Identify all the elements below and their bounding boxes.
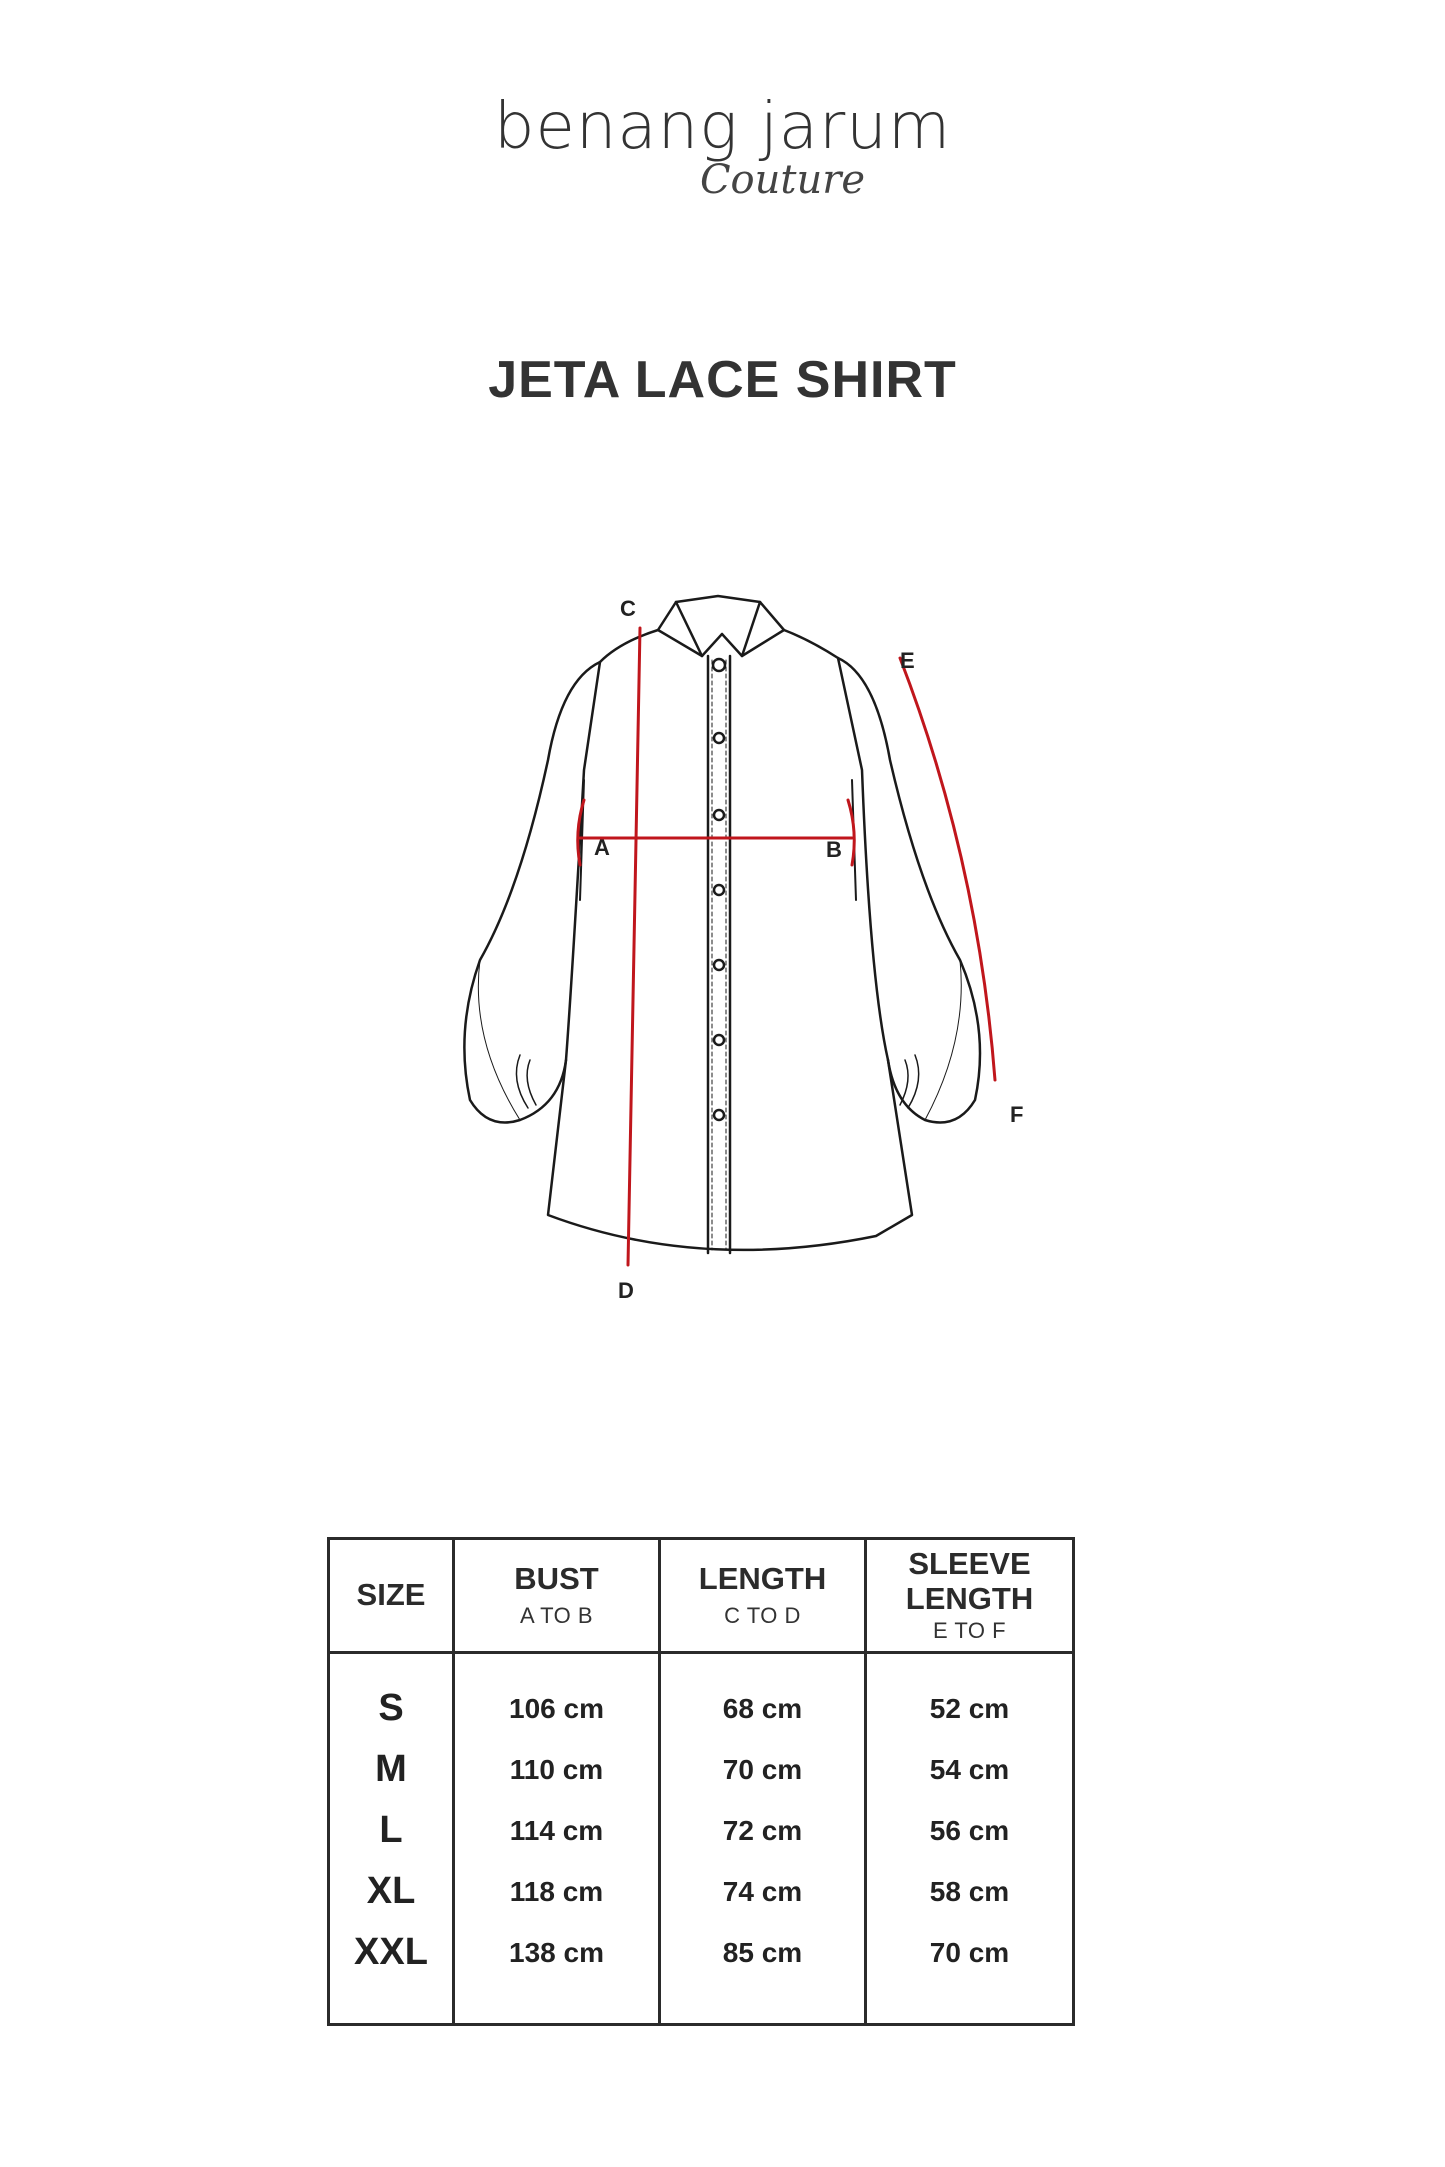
length-cell: 70 cm [660, 1739, 866, 1800]
length-line [628, 628, 640, 1265]
header-sleeve-length: SLEEVE LENGTH E TO F [866, 1539, 1074, 1653]
length-cell: 85 cm [660, 1922, 866, 2025]
bust-cell: 138 cm [454, 1922, 660, 2025]
sleeve-cell: 54 cm [866, 1739, 1074, 1800]
sleeve-cell: 52 cm [866, 1653, 1074, 1740]
table-row [329, 1861, 1074, 1922]
shirt-measurement-diagram [0, 560, 1445, 1320]
size-cell: L [329, 1800, 454, 1861]
size-cell: XXL [329, 1922, 454, 2025]
table-row [329, 1800, 1074, 1861]
table-row [329, 1739, 1074, 1800]
label-a: A [594, 835, 610, 860]
sleeve-cell: 56 cm [866, 1800, 1074, 1861]
length-cell: 68 cm [660, 1653, 866, 1740]
label-d: D [618, 1278, 634, 1303]
table-header-row [329, 1539, 1074, 1653]
header-length: LENGTH C TO D [660, 1539, 866, 1653]
label-f: F [1010, 1102, 1024, 1127]
bust-cell: 114 cm [454, 1800, 660, 1861]
bust-cell: 110 cm [454, 1739, 660, 1800]
bust-cell: 106 cm [454, 1653, 660, 1740]
label-b: B [826, 837, 842, 862]
sleeve-line [900, 658, 995, 1080]
sleeve-cell: 70 cm [866, 1922, 1074, 2025]
label-c: C [620, 596, 636, 621]
product-title: JETA LACE SHIRT [488, 351, 957, 409]
size-chart-table [327, 1537, 1075, 2026]
size-cell: XL [329, 1861, 454, 1922]
right-sleeve [838, 658, 980, 1123]
sleeve-cell: 58 cm [866, 1861, 1074, 1922]
brand-logo [0, 90, 1445, 203]
table-row [329, 1653, 1074, 1740]
label-e: E [900, 648, 915, 673]
brand-sub: Couture [699, 157, 866, 203]
placket [708, 656, 730, 1253]
header-size: SIZE [329, 1539, 454, 1653]
table-row [329, 1922, 1074, 2025]
size-cell: M [329, 1739, 454, 1800]
header-bust: BUST A TO B [454, 1539, 660, 1653]
length-cell: 72 cm [660, 1800, 866, 1861]
size-cell: S [329, 1653, 454, 1740]
brand-name: benang jarum [493, 90, 952, 164]
length-cell: 74 cm [660, 1861, 866, 1922]
button [713, 659, 725, 671]
bust-cell: 118 cm [454, 1861, 660, 1922]
